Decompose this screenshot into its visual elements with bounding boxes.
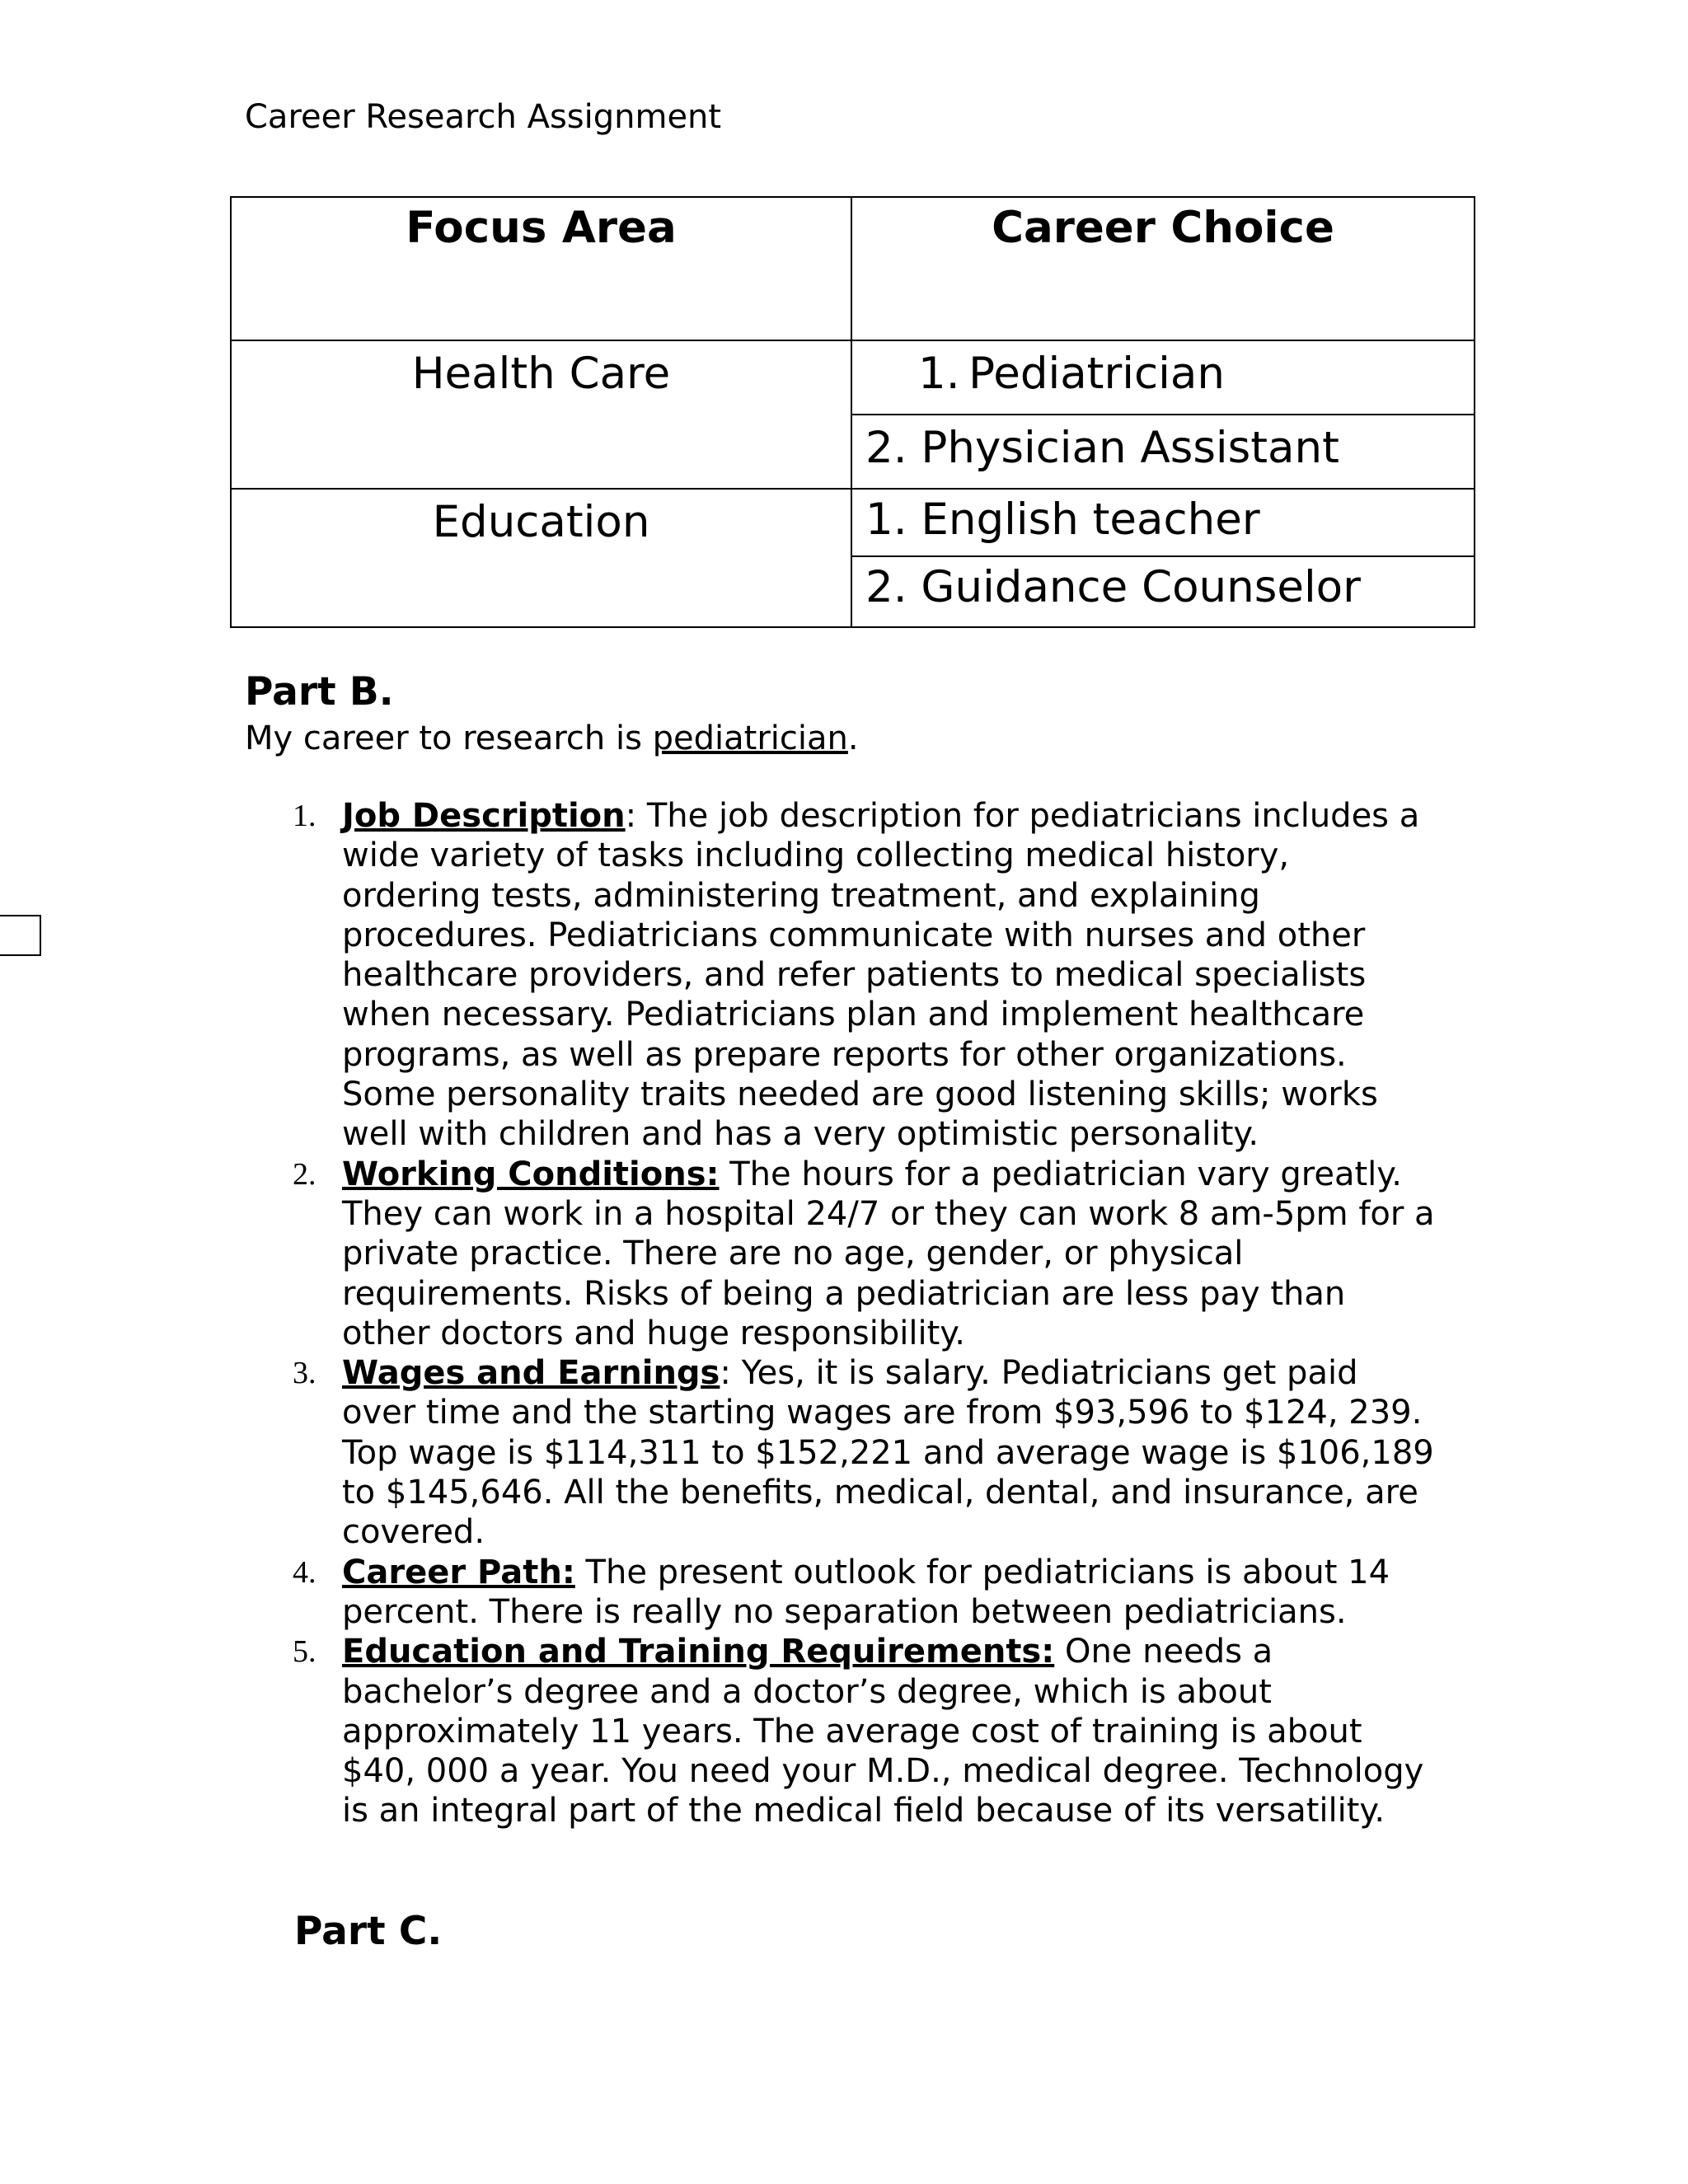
item-number: 4. — [293, 1554, 316, 1590]
career-intro: My career to research is pediatrician. — [245, 719, 859, 757]
header-career-choice: Career Choice — [851, 197, 1475, 340]
part-c-heading: Part C. — [294, 1909, 443, 1954]
document-title: Career Research Assignment — [245, 98, 722, 136]
list-item — [293, 1155, 1438, 1353]
item-label: Job Description — [342, 797, 626, 835]
item-label: Working Conditions: — [342, 1155, 720, 1193]
table-row — [231, 489, 1475, 556]
focus-area-cell: Health Care — [231, 340, 851, 489]
career-choice-cell: 2. Guidance Counselor — [851, 556, 1475, 627]
item-text: The present outlook for pediatricians is about 14 percent. There is really no separation between pediatricians. — [342, 1553, 1390, 1631]
item-label: Career Path: — [342, 1553, 575, 1591]
career-choice-cell: 2. Physician Assistant — [851, 415, 1475, 489]
item-number: 5. — [293, 1634, 316, 1670]
header-focus-area: Focus Area — [231, 197, 851, 340]
focus-area-cell: Education — [231, 489, 851, 627]
list-item — [293, 1553, 1438, 1633]
table-header-row — [231, 197, 1475, 340]
career-table — [230, 196, 1475, 628]
item-text: The job description for pediatricians includes a wide variety of tasks including collecting medical history, ordering tests, administering treatment, and explaining procedures. Pediatricians communicate with nurses and other healthcare providers, and refer patients to medical specialists when necessary. Pediatricians plan and implement healthcare programs, as well as prepare reports for other organizations. Some personality traits needed are good listening skills; works well with children and has a very optimistic personality. — [342, 797, 1420, 1154]
item-text: Yes, it is salary. Pediatricians get paid over time and the starting wages are from $93,596 to $124, 239. Top wage is $114,311 to $152,221 and average wage is $106,189 to $145,646. All the benefits, medical, dental, and insurance, are covered. — [342, 1354, 1434, 1552]
research-items — [293, 796, 1438, 1831]
item-text: One needs a bachelor’s degree and a doctor’s degree, which is about approximately 11 years. The average cost of training is about $40, 000 a year. You need your M.D., medical degree. Technology is an integral part of the medical field because of its versatility. — [342, 1633, 1424, 1830]
margin-box — [0, 915, 41, 956]
part-b-heading: Part B. — [245, 669, 394, 715]
career-choice-cell: 1. Pediatrician — [851, 340, 1475, 415]
item-number: 1. — [293, 799, 316, 833]
career-name: pediatrician — [652, 719, 848, 757]
list-item: 1. Job Description: The job description for pediatricians includes a wide variety of tasks including collecting medical history, ordering tests, administering treatment, and explaining procedures. Pediatricians communicate with nurses and other healthcare providers, and refer patients to medical specialists when necessary. Pediatricians plan and implement healthcare programs, as well as prepare reports for other organizations. Some personality traits needed are good listening skills; works well with children and has a very optimistic personality. — [293, 797, 1420, 1154]
item-number: 3. — [293, 1356, 316, 1391]
item-text: The hours for a pediatrician vary greatly. They can work in a hospital 24/7 or they can work 8 am-5pm for a private practice. There are no age, gender, or physical requirements. Risks of being a pediatrician are less pay than other doctors and huge responsibility. — [342, 1155, 1435, 1352]
list-item — [293, 1632, 1438, 1830]
career-choice-cell: 1. English teacher — [851, 489, 1475, 556]
table-row — [231, 340, 1475, 415]
item-number: 2. — [293, 1156, 316, 1192]
list-item: 3. Wages and Earnings: Yes, it is salary. Pediatricians get paid over time and the starting wages are from $93,596 to $124, 239. Top wage is $114,311 to $152,221 and average wage is $106,189 to $145,646. All the benefits, medical, dental, and insurance, are covered. — [293, 1354, 1434, 1552]
item-label: Wages and Earnings — [342, 1354, 720, 1393]
item-label: Education and Training Requirements: — [342, 1633, 1055, 1671]
